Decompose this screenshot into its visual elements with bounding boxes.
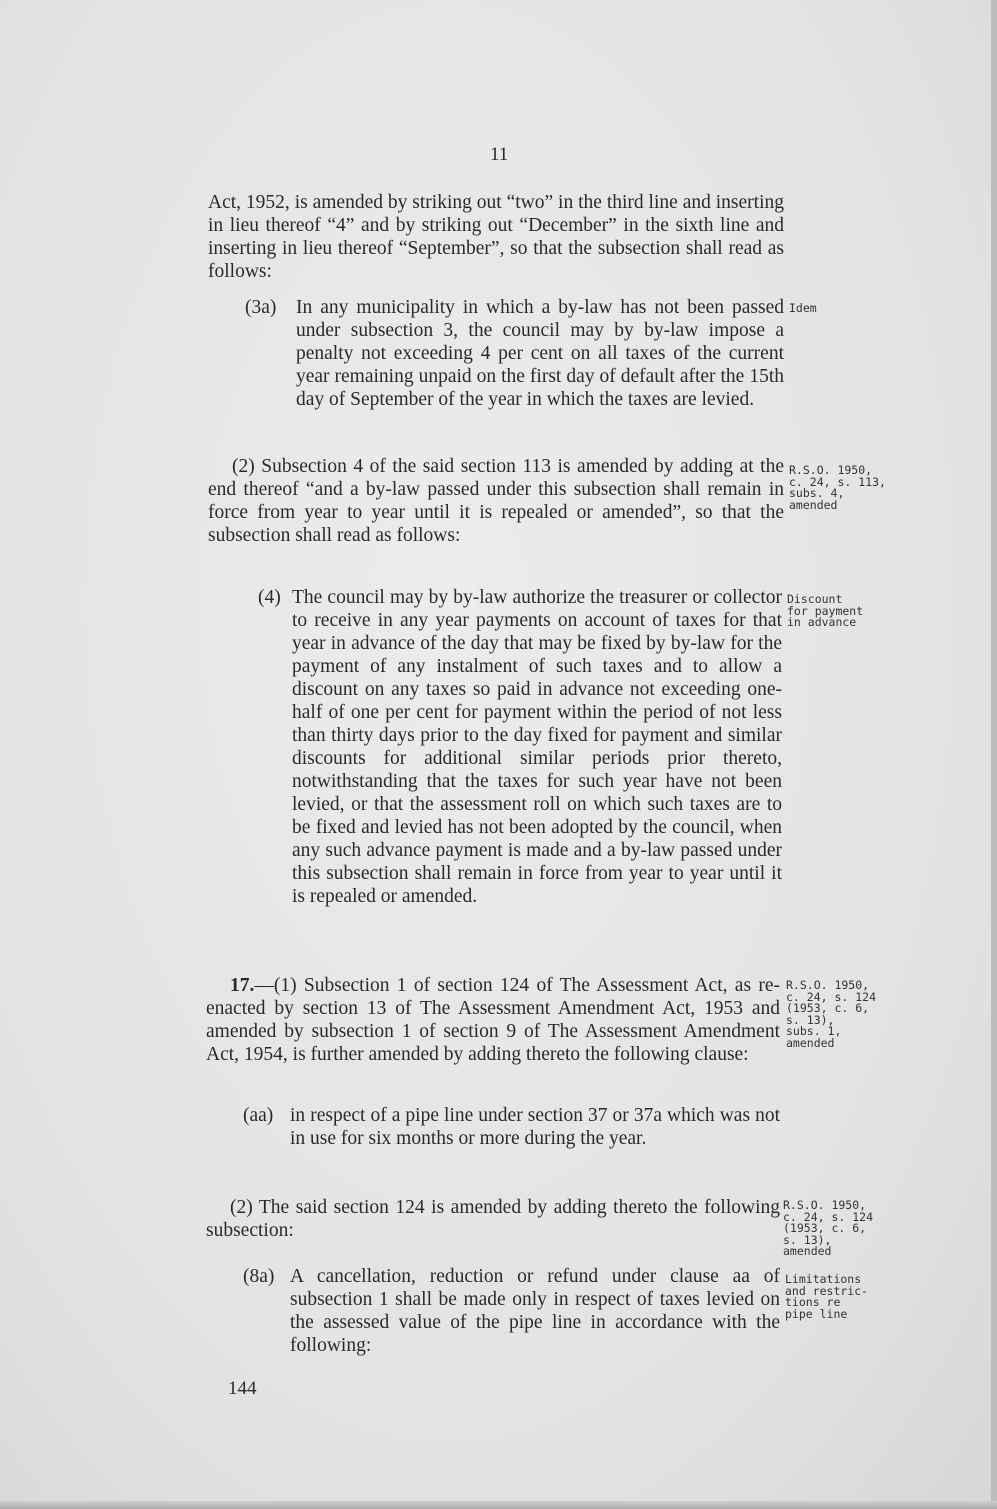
page-number-top: 11 — [490, 144, 509, 165]
sec17-paragraph — [206, 974, 780, 1066]
sec17-text: —(1) Subsection 1 of section 124 of The Assessment Act, as re-enacted by section 13 of The Assessment Amendment Act, 1953 and amended by subsection 1 of section 9 of The Assessment Amendment Act, 1954, is further amended by adding thereto the following clause: — [206, 975, 780, 1065]
sub3a-text: In any municipality in which a by-law has not been passed under subsection 3, the council may by by-law impose a penalty not exceeding 4 per cent on all taxes of the current year remaining unpaid on the first day of default after the 15th day of September of the year in which the taxes are levied. — [296, 297, 784, 410]
margin-note-rso-113: R.S.O. 1950, c. 24, s. 113, subs. 4, amended — [789, 463, 886, 512]
margin-note-discount: Discount for payment in advance — [787, 592, 864, 629]
page-edge-right — [991, 0, 997, 1509]
sub3a-paragraph — [296, 296, 784, 411]
clause-aa-label: (aa) — [243, 1105, 274, 1126]
sub2b-paragraph — [206, 1196, 780, 1242]
sub4-paragraph — [292, 586, 782, 908]
sub2b-text: (2) The said section 124 is amended by adding thereto the following subsection: — [206, 1197, 780, 1241]
sec17-number: 17. — [230, 975, 255, 996]
sub8a-paragraph — [290, 1265, 780, 1357]
intro-paragraph — [208, 191, 784, 283]
sub3a-label: (3a) — [245, 297, 277, 318]
sub4-label: (4) — [258, 587, 281, 608]
sub8a-label: (8a) — [243, 1266, 275, 1287]
clause-aa-paragraph — [290, 1104, 780, 1150]
sub4-text: The council may by by-law authorize the treasurer or collector to receive in any year payments on account of taxes for that year in advance of the day that may be fixed by by-law for the payment of any instalment of such taxes and to allow a discount on any taxes so paid in advance not exceeding one-half of one per cent for payment within the period of not less than thirty days prior to the day fixed for payment and similar discounts for additional similar periods prior thereto, notwithstanding that the taxes for such year have not been levied, or that the assessment roll on which such taxes are to be fixed and levied has not been adopted by the council, when any such advance payment is made and a by-law passed under this subsection shall remain in force from year to year until it is repealed or amended. — [292, 587, 782, 907]
margin-note-limitations: Limitations and restric- tions re pipe line — [785, 1272, 869, 1321]
page-edge-bottom — [0, 1501, 997, 1509]
margin-note-rso-124: R.S.O. 1950, c. 24, s. 124 (1953, c. 6, s. 13), amended — [783, 1198, 874, 1258]
clause-aa-text: in respect of a pipe line under section 37 or 37a which was not in use for six months or more during the year. — [290, 1105, 780, 1149]
sub8a-text: A cancellation, reduction or refund under clause aa of subsection 1 shall be made only in respect of taxes levied on the assessed value of the pipe line in accordance with the following: — [290, 1266, 780, 1356]
sub2-paragraph — [208, 455, 784, 547]
intro-text: Act, 1952, is amended by striking out “two” in the third line and inserting in lieu thereof “4” and by striking out “December” in the sixth line and inserting in lieu thereof “September”, so that the subsection shall read as follows: — [208, 192, 784, 282]
sub2-text: (2) Subsection 4 of the said section 113 is amended by adding at the end thereof “and a by-law passed under this subsection shall remain in force from year to year until it is repealed or amended”, so that the subsection shall read as follows: — [208, 456, 784, 546]
page-number-bottom: 144 — [228, 1378, 257, 1399]
margin-note-rso-124-subs1: R.S.O. 1950, c. 24, s. 124 (1953, c. 6, s. 13), subs. 1, amended — [786, 978, 877, 1050]
margin-note-idem: Idem — [789, 301, 817, 315]
